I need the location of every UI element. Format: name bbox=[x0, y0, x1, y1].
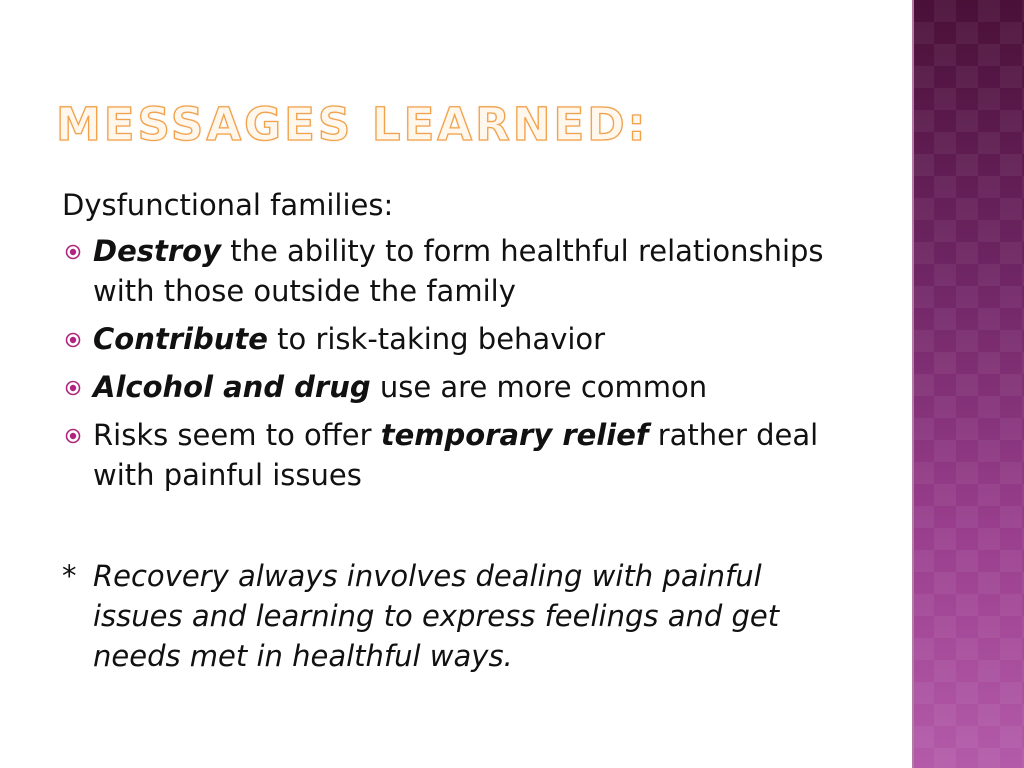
decorative-side-band bbox=[912, 0, 1024, 768]
diamond-pattern bbox=[912, 0, 1024, 768]
bullet-emphasis: Contribute bbox=[93, 322, 268, 356]
slide-body bbox=[62, 185, 882, 503]
bullet-text: the ability to form healthful relationships with those outside the family bbox=[93, 234, 824, 308]
note-text: Recovery always involves dealing with painful issues and learning to express feelings and get needs met in healthful ways. bbox=[93, 559, 780, 673]
bullet-emphasis: Destroy bbox=[93, 234, 221, 268]
intro-text: Dysfunctional families: bbox=[62, 188, 394, 222]
list-item bbox=[62, 415, 882, 495]
slide-title: MESSAGES LEARNED: bbox=[56, 98, 649, 151]
bullet-emphasis: Alcohol and drug bbox=[93, 370, 371, 404]
bullet-text: to risk-taking behavior bbox=[267, 322, 606, 356]
bullet-text: rather deal with painful issues bbox=[93, 418, 819, 492]
bullet-text: use are more common bbox=[370, 370, 708, 404]
list-item bbox=[62, 231, 882, 311]
target-bullet-icon bbox=[65, 428, 81, 444]
target-bullet-icon bbox=[65, 244, 81, 260]
bullet-emphasis: temporary relief bbox=[380, 418, 649, 452]
note-marker: * bbox=[62, 559, 77, 593]
bullet-list bbox=[62, 231, 882, 495]
recovery-note bbox=[62, 556, 853, 676]
band-edge-rule bbox=[912, 0, 914, 768]
target-bullet-icon bbox=[65, 332, 81, 348]
target-bullet-icon bbox=[65, 380, 81, 396]
list-item bbox=[62, 319, 882, 359]
bullet-text: Risks seem to offer bbox=[93, 418, 381, 452]
list-item bbox=[62, 367, 882, 407]
